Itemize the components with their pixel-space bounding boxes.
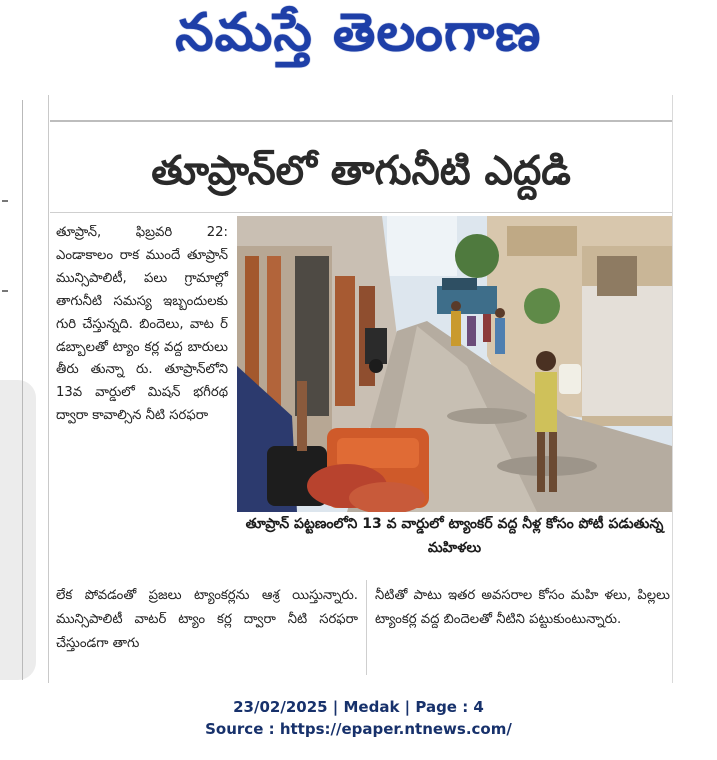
page-edge-tab: [0, 380, 36, 680]
clipping-border-left: [48, 95, 49, 683]
article-continuation-left: లేక పోవడంతో ప్రజలు ట్యాంకర్లను ఆశ్ర యిస్తున్నారు. మున్సిపాలిటీ వాటర్ ట్యాం కర్ల ద్వారా నీటి సరఫరా చేస్తుండగా తాగు: [56, 588, 358, 651]
headline-divider: [50, 212, 672, 213]
page-edge-mark: [2, 200, 8, 202]
page-edge-line: [22, 100, 23, 680]
edition-info: 23/02/2025 | Medak | Page : 4: [233, 698, 484, 716]
newspaper-masthead: [0, 0, 717, 78]
photo-caption: తూప్రాన్ పట్టణంలోని 13 వ వార్డులో ట్యాంకర్ వద్ద నీళ్ల కోసం పోటీ పడుతున్న మహిళలు: [245, 516, 664, 556]
article-headline: తూప్రాన్‌లో తాగునీటి ఎద్దడి: [151, 148, 571, 194]
article-lead-column: [56, 222, 228, 582]
source-link[interactable]: Source : https://epaper.ntnews.com/: [205, 720, 512, 738]
article-continuation-right: నీటితో పాటు ఇతర అవసరాల కోసం మహి ళలు, పిల్లలు ట్యాంకర్ల వద్ద బిందెలతో నీటిని పట్టుకుంటున్నారు.: [375, 588, 670, 627]
column-divider: [366, 580, 367, 675]
clipping-border-right: [672, 95, 673, 683]
clipping-footer: [0, 696, 717, 744]
clipping-top-rule: [50, 120, 672, 122]
masthead-logo-text: నమస్తే తెలంగాణ: [175, 2, 542, 63]
article-lead-paragraph: తూప్రాన్, ఫిబ్రవరి 22: ఎండాకాలం రాక ముందే తూప్రాన్ మున్సిపాలిటీ, పలు గ్రామాల్లో తాగునీటి సమస్య ఇబ్బందులకు గురి చేస్తున్నది. బిందెలు, వాట ర్ డబ్బాలతో ట్యాం కర్ల వద్ద బారులు తీరు తున్నా రు. తూప్రాన్‌లోని 13వ వార్డులో మిషన్ భగీరథ ద్వారా కావాల్సిన నీటి సరఫరా: [56, 225, 228, 424]
article-photo: [237, 216, 672, 512]
page-edge-mark: [2, 290, 8, 292]
